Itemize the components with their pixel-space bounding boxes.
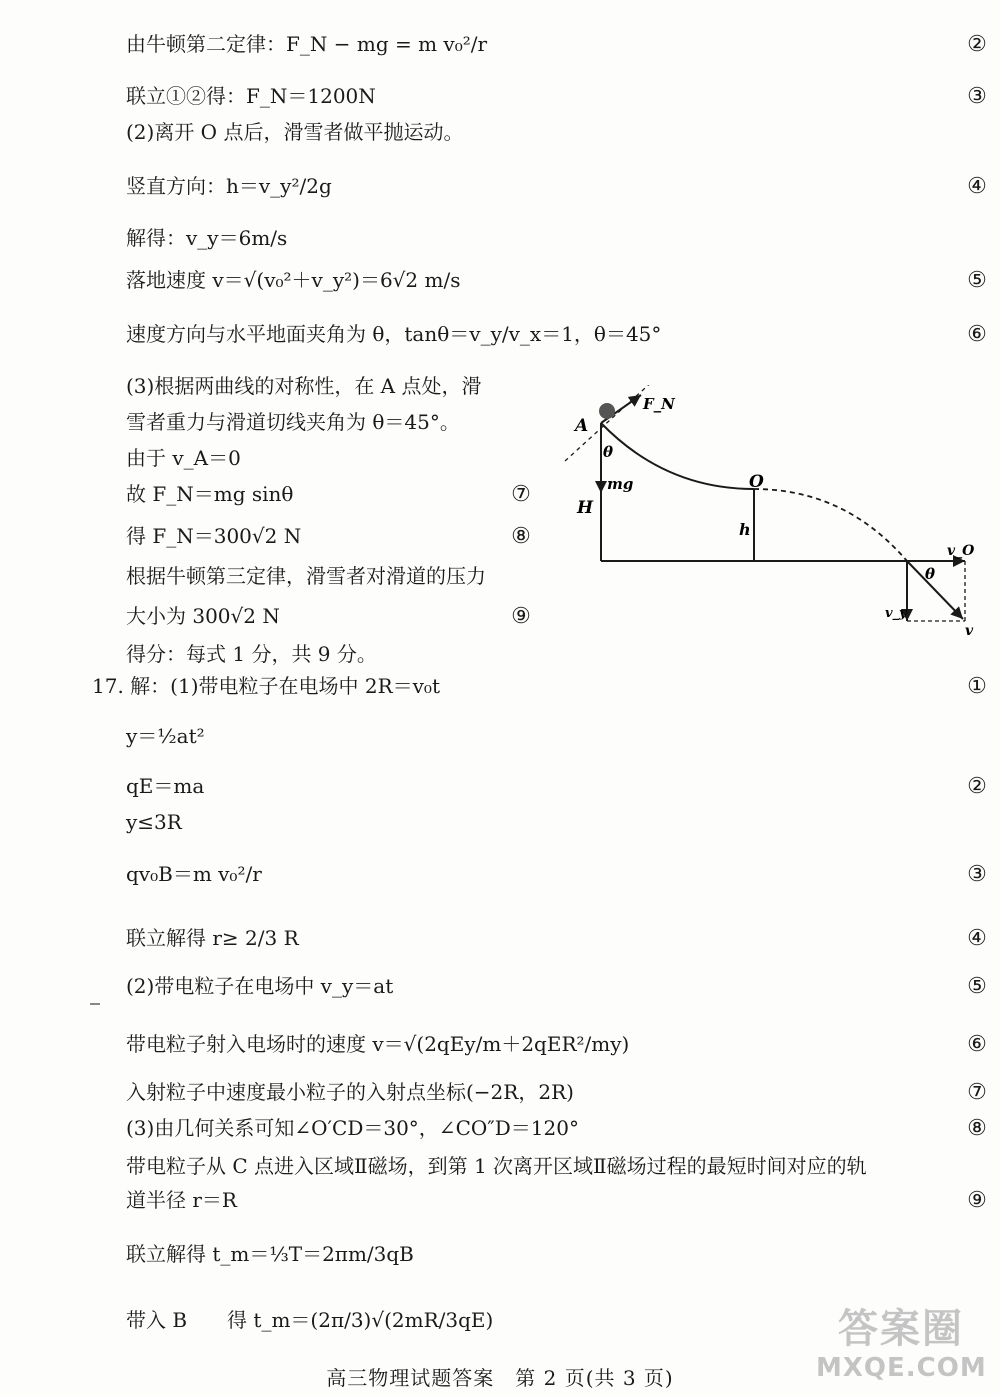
equation-mark-12: ⑧ [511, 524, 531, 549]
watermark-top-text: 答案圈 [838, 1306, 964, 1352]
label-O: O [749, 472, 764, 492]
line-14: 大小为 300√2 N [126, 604, 280, 628]
equation-mark-24: ⑦ [967, 1080, 987, 1105]
skier-icon [599, 403, 615, 419]
equation-mark-27: ⑨ [967, 1188, 987, 1213]
label-vy: v_y [885, 606, 907, 621]
label-FN: F_N [643, 395, 675, 413]
equation-mark-6: ⑤ [967, 268, 987, 293]
equation-mark-16: ① [967, 674, 987, 699]
line-2: 联立①②得：F_N＝1200N [126, 84, 376, 108]
label-H: H [577, 498, 594, 518]
line-13: 根据牛顿第三定律，滑雪者对滑道的压力 [126, 564, 486, 588]
line-21: 联立解得 r≥ 2/3 R [126, 926, 299, 950]
equation-mark-21: ④ [967, 926, 987, 951]
line-26: 带电粒子从 C 点进入区域Ⅱ磁场，到第 1 次离开区域Ⅱ磁场过程的最短时间对应的轨 [126, 1154, 867, 1178]
line-10: 由于 v_A＝0 [126, 446, 241, 470]
equation-mark-2: ③ [967, 84, 987, 109]
label-theta-bottom: θ [925, 565, 936, 583]
line-23: 带电粒子射入电场时的速度 v＝√(2qEy/m＋2qER²/my) [126, 1032, 630, 1056]
label-v0: v_O [947, 543, 975, 559]
label-h: h [739, 520, 751, 539]
equation-mark-25: ⑧ [967, 1116, 987, 1141]
equation-mark-20: ③ [967, 862, 987, 887]
line-25: (3)由几何关系可知∠O′CD＝30°，∠CO″D＝120° [126, 1116, 579, 1140]
label-v: v [965, 623, 974, 639]
line-5: 解得：v_y＝6m/s [126, 226, 288, 250]
line-17: y＝½at² [126, 724, 205, 748]
line-8: (3)根据两曲线的对称性，在 A 点处，滑 [126, 374, 482, 398]
line-16: 17. 解：(1)带电粒子在电场中 2R＝v₀t [92, 674, 440, 698]
line-3: (2)离开 O 点后，滑雪者做平抛运动。 [126, 120, 464, 144]
equation-mark-7: ⑥ [967, 322, 987, 347]
line-9: 雪者重力与滑道切线夹角为 θ＝45°。 [126, 410, 460, 434]
equation-mark-11: ⑦ [511, 482, 531, 507]
ski-trajectory-diagram [555, 385, 1000, 650]
line-11: 故 F_N＝mg sinθ [126, 482, 294, 506]
line-29: 带入 B 得 t_m＝(2π/3)√(2mR/3qE) [126, 1308, 494, 1332]
margin-tick [90, 1003, 100, 1005]
line-7: 速度方向与水平地面夹角为 θ，tanθ＝v_y/v_x＝1，θ＝45° [126, 322, 662, 346]
line-15: 得分：每式 1 分，共 9 分。 [126, 642, 377, 666]
line-4: 竖直方向：h＝v_y²/2g [126, 174, 332, 198]
line-24: 入射粒子中速度最小粒子的入射点坐标(−2R，2R) [126, 1080, 574, 1104]
line-18: qE＝ma [126, 774, 205, 798]
equation-mark-18: ② [967, 774, 987, 799]
projectile-path [754, 489, 907, 561]
label-theta-top: θ [603, 443, 614, 461]
line-27: 道半径 r＝R [126, 1188, 237, 1212]
line-28: 联立解得 t_m＝⅓T＝2πm/3qB [126, 1242, 414, 1266]
line-12: 得 F_N＝300√2 N [126, 524, 302, 548]
equation-mark-22: ⑤ [967, 974, 987, 999]
equation-mark-14: ⑨ [511, 604, 531, 629]
line-19: y≤3R [126, 810, 182, 834]
line-1: 由牛顿第二定律：F_N − mg = m v₀²/r [126, 32, 488, 56]
watermark-bottom-text: MXQE.COM [816, 1353, 987, 1383]
label-mg: mg [607, 475, 634, 493]
label-A: A [575, 416, 589, 436]
line-20: qv₀B＝m v₀²/r [126, 862, 262, 886]
line-6: 落地速度 v＝√(v₀²＋v_y²)＝6√2 m/s [126, 268, 461, 292]
page-footer: 高三物理试题答案 第 2 页(共 3 页) [326, 1366, 674, 1390]
equation-mark-4: ④ [967, 174, 987, 199]
line-22: (2)带电粒子在电场中 v_y＝at [126, 974, 394, 998]
equation-mark-23: ⑥ [967, 1032, 987, 1057]
equation-mark-1: ② [967, 32, 987, 57]
